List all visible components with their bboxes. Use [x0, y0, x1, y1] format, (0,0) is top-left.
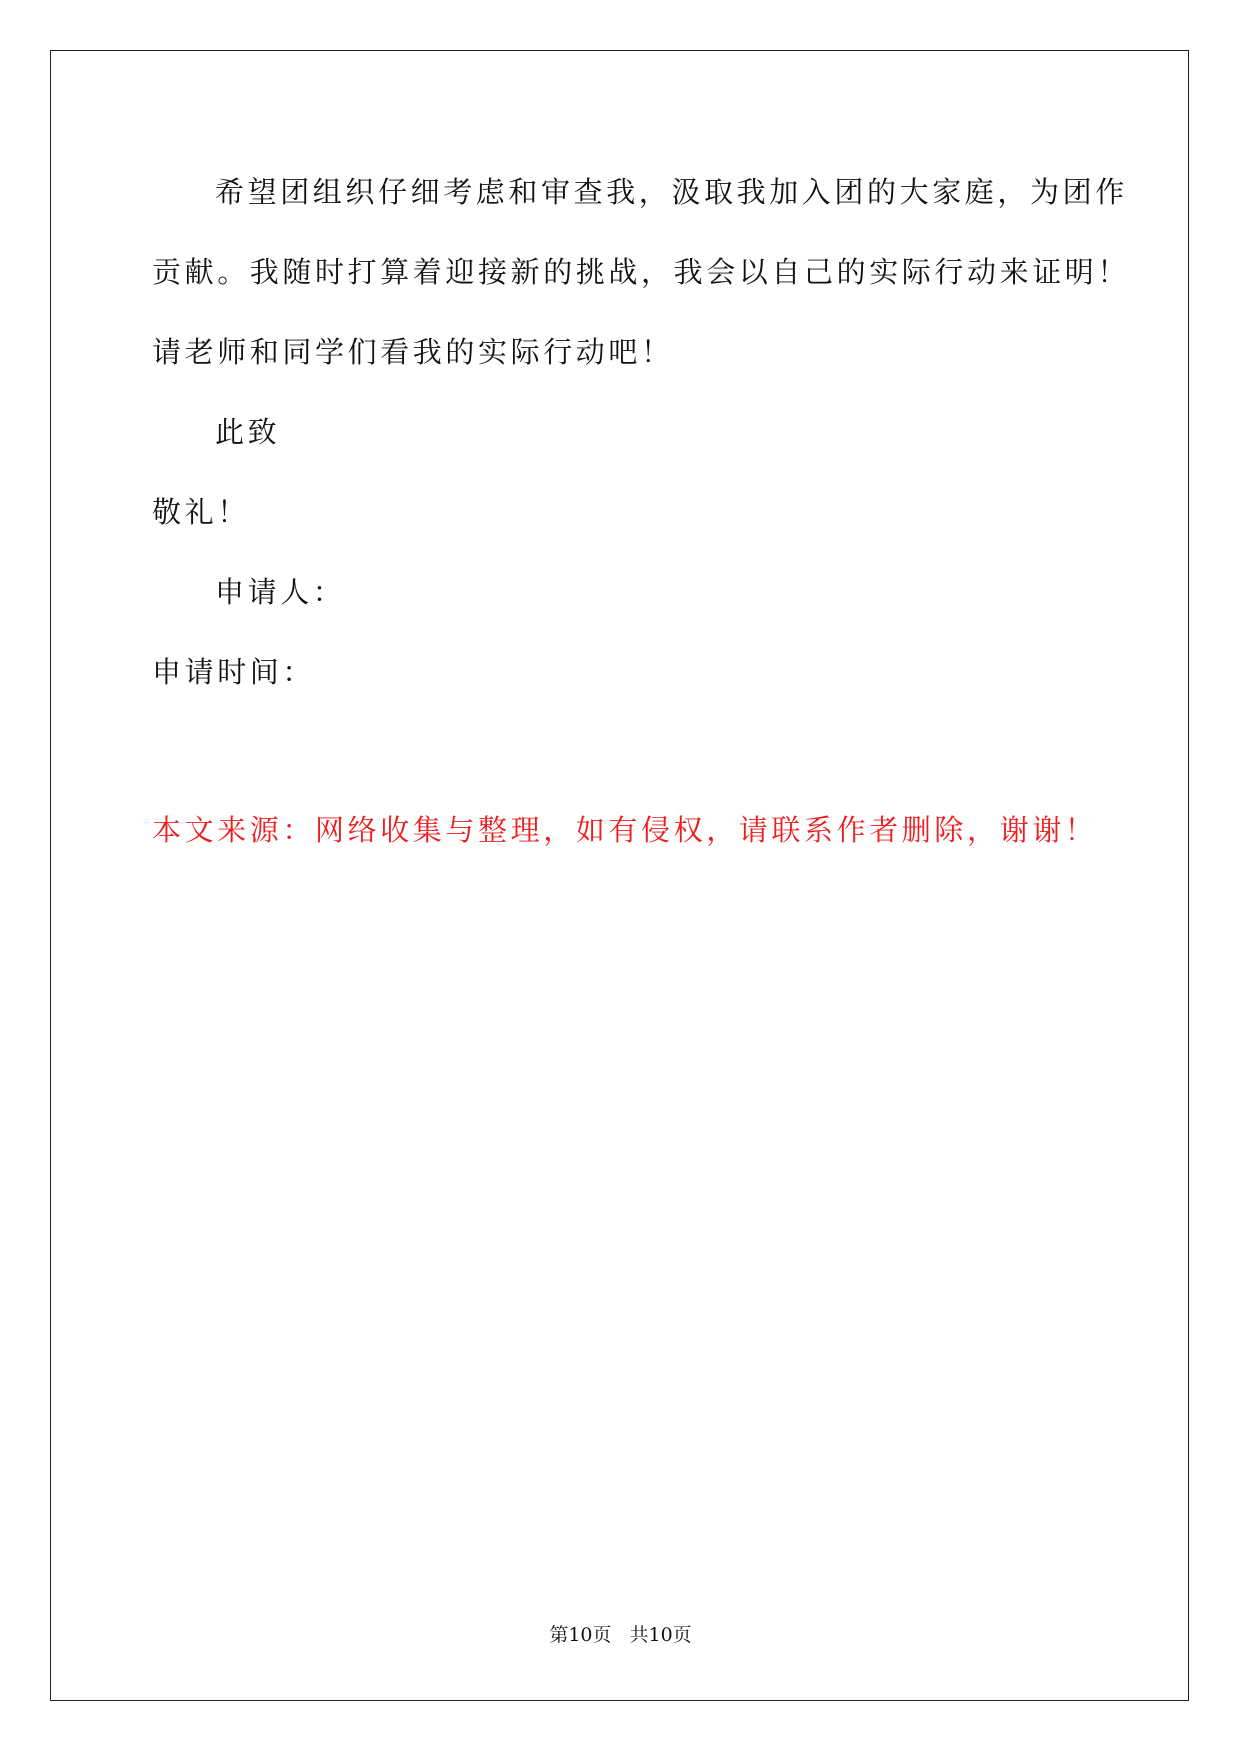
page-number-total: 共10页 [629, 1624, 692, 1646]
page-frame [50, 50, 1189, 1701]
source-note: 本文来源：网络收集与整理，如有侵权，请联系作者删除，谢谢！ [152, 813, 1098, 847]
applicant-label: 申请人： [215, 575, 346, 609]
body-paragraph-line-3: 请老师和同学们看我的实际行动吧！ [152, 335, 674, 369]
date-label: 申请时间： [152, 655, 316, 689]
closing-text: 此致 [215, 415, 281, 449]
salute-text: 敬礼！ [152, 495, 250, 529]
page-footer [0, 1623, 1241, 1647]
body-paragraph-line-2: 贡献。我随时打算着迎接新的挑战，我会以自己的实际行动来证明！ [152, 255, 1131, 289]
page-number-current: 第10页 [549, 1624, 612, 1646]
body-paragraph-line-1: 希望团组织仔细考虑和审查我，汲取我加入团的大家庭，为团作 [215, 175, 1128, 209]
